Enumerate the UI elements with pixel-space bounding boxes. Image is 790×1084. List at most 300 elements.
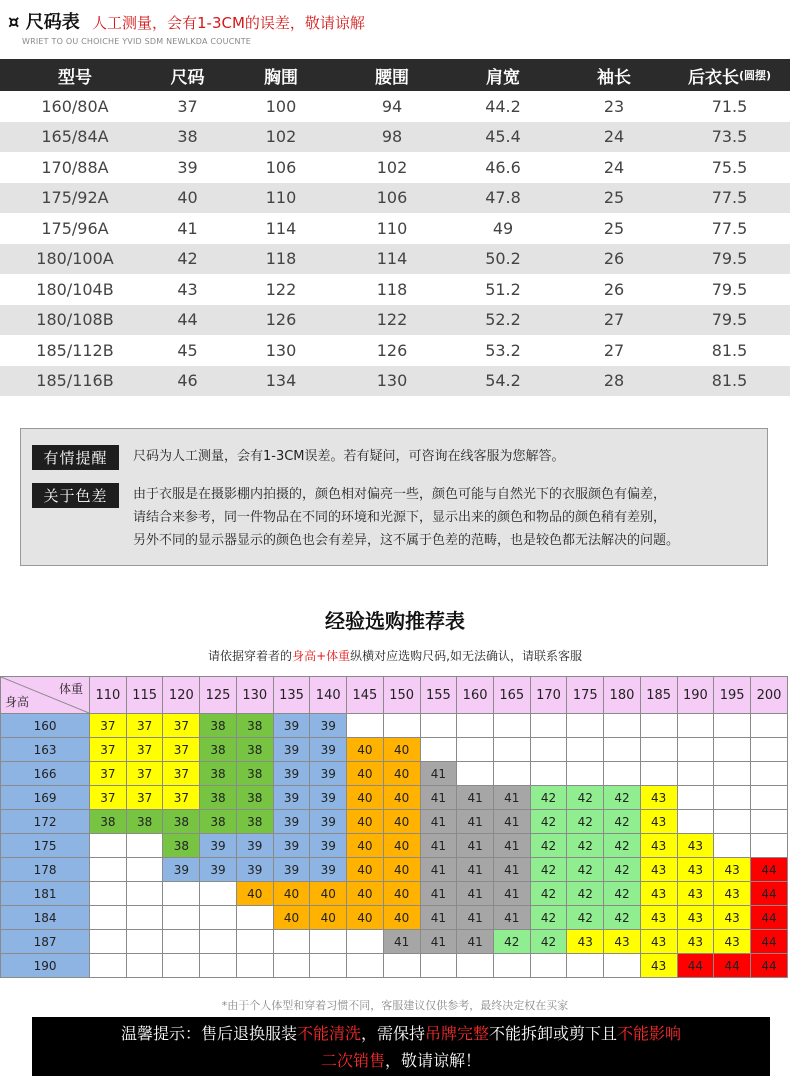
recommend-size-cell <box>677 714 714 738</box>
notice-box <box>20 428 768 566</box>
recommend-size-cell: 41 <box>493 810 530 834</box>
height-header-cell: 178 <box>1 858 90 882</box>
recommend-size-cell <box>714 810 751 834</box>
size-table-cell: 100 <box>265 96 297 116</box>
weight-header-cell: 125 <box>200 677 237 714</box>
recommend-row <box>1 954 788 978</box>
recommend-size-cell: 44 <box>750 858 787 882</box>
recommend-size-cell: 37 <box>90 738 127 762</box>
size-table-cell: 106 <box>376 188 408 208</box>
recommend-size-cell <box>310 930 347 954</box>
size-table-cell: 122 <box>376 310 408 330</box>
recommend-size-cell: 40 <box>273 906 310 930</box>
recommend-size-cell: 43 <box>640 906 677 930</box>
recommend-sub-b: 纵横对应选购尺码,如无法确认，请联系客服 <box>350 649 582 663</box>
recommend-size-cell: 39 <box>310 762 347 786</box>
recommend-size-cell: 37 <box>126 738 163 762</box>
recommend-size-cell: 42 <box>530 786 567 810</box>
recommend-row <box>1 882 788 906</box>
size-table-cell: 130 <box>376 371 408 391</box>
recommend-size-cell <box>163 930 200 954</box>
size-table-cell: 37 <box>177 96 198 116</box>
recommend-size-cell: 39 <box>310 786 347 810</box>
recommend-size-cell <box>604 714 641 738</box>
recommend-size-cell: 38 <box>236 738 273 762</box>
recommend-size-cell: 41 <box>457 786 494 810</box>
size-table-cell: 77.5 <box>711 188 748 208</box>
recommend-row <box>1 738 788 762</box>
recommend-size-cell: 37 <box>163 762 200 786</box>
recommend-size-cell <box>640 738 677 762</box>
size-table-cell: 98 <box>381 127 403 147</box>
page-title-text: 尺码表 <box>25 12 80 33</box>
recommend-size-cell: 37 <box>163 786 200 810</box>
recommend-size-cell <box>530 762 567 786</box>
recommend-size-cell: 41 <box>457 858 494 882</box>
recommend-size-cell <box>714 786 751 810</box>
recommend-size-cell: 39 <box>273 714 310 738</box>
size-table-cell: 52.2 <box>485 310 521 330</box>
recommend-size-cell: 41 <box>493 906 530 930</box>
recommend-size-cell: 40 <box>383 906 420 930</box>
recommend-size-cell <box>604 762 641 786</box>
recommend-size-cell: 40 <box>347 810 384 834</box>
recommend-size-cell: 43 <box>714 858 751 882</box>
recommend-header-row <box>1 677 788 714</box>
height-header-cell: 187 <box>1 930 90 954</box>
recommend-size-cell: 41 <box>457 930 494 954</box>
color-note-line: 另外不同的显示器显示的颜色也会有差异，这不属于色差的范畴，也是较色都无法解决的问题。 <box>133 533 680 548</box>
recommend-row <box>1 714 788 738</box>
recommend-size-cell: 38 <box>163 834 200 858</box>
recommend-size-cell: 39 <box>273 858 310 882</box>
recommend-size-cell <box>126 882 163 906</box>
height-header-cell: 160 <box>1 714 90 738</box>
size-table-cell: 26 <box>603 249 625 269</box>
recommend-size-cell <box>714 714 751 738</box>
tip-highlight: 吊牌完整 <box>425 1024 490 1043</box>
height-header-cell: 175 <box>1 834 90 858</box>
tip-highlight: 二次销售 <box>320 1051 385 1070</box>
recommend-size-cell <box>347 954 384 978</box>
col-header-model: 型号 <box>58 67 92 88</box>
recommend-size-cell: 42 <box>567 786 604 810</box>
corner-height-label: 身高 <box>5 695 30 709</box>
recommend-size-cell: 39 <box>310 714 347 738</box>
recommend-size-cell: 41 <box>493 858 530 882</box>
weight-header-cell: 170 <box>530 677 567 714</box>
recommend-size-cell <box>714 738 751 762</box>
recommend-size-cell <box>714 762 751 786</box>
tip-part: 温馨提示：售后退换服装 <box>120 1024 297 1043</box>
size-table-cell: 118 <box>265 249 297 269</box>
color-difference-text <box>133 483 679 552</box>
recommend-size-cell: 38 <box>200 762 237 786</box>
weight-header-cell: 155 <box>420 677 457 714</box>
recommend-size-cell <box>90 906 127 930</box>
recommend-size-cell: 40 <box>383 834 420 858</box>
size-table-cell: 73.5 <box>711 127 748 147</box>
recommend-size-cell: 39 <box>310 834 347 858</box>
recommend-size-cell: 39 <box>273 762 310 786</box>
recommend-size-cell <box>163 906 200 930</box>
recommend-size-cell: 37 <box>126 786 163 810</box>
recommend-size-cell: 40 <box>310 882 347 906</box>
recommend-size-cell: 41 <box>457 834 494 858</box>
header-note: 人工测量，会有1-3CM的误差，敬请谅解 <box>92 14 365 32</box>
recommend-size-cell: 42 <box>530 858 567 882</box>
recommend-size-cell <box>273 954 310 978</box>
recommend-size-cell: 42 <box>530 882 567 906</box>
size-table-cell: 47.8 <box>485 188 521 208</box>
recommend-size-cell: 43 <box>640 834 677 858</box>
recommend-size-cell: 43 <box>714 906 751 930</box>
size-table-cell: 45 <box>177 340 198 360</box>
height-header-cell: 166 <box>1 762 90 786</box>
size-table-body <box>0 91 790 396</box>
recommend-size-cell <box>126 858 163 882</box>
recommend-size-cell <box>640 762 677 786</box>
recommend-row <box>1 858 788 882</box>
size-table-cell: 160/80A <box>41 96 109 116</box>
recommend-size-cell: 43 <box>677 858 714 882</box>
recommend-size-cell <box>457 738 494 762</box>
weight-header-cell: 160 <box>457 677 494 714</box>
size-table-cell: 46 <box>177 371 198 391</box>
col-header-chest: 胸围 <box>264 67 298 88</box>
recommend-size-cell <box>677 762 714 786</box>
recommend-size-cell <box>90 858 127 882</box>
size-table-cell: 51.2 <box>485 279 521 299</box>
recommend-size-cell <box>493 954 530 978</box>
recommend-size-cell: 41 <box>420 882 457 906</box>
recommend-size-cell <box>640 714 677 738</box>
recommend-size-cell <box>493 762 530 786</box>
size-table-cell: 79.5 <box>711 310 748 330</box>
col-header-length-label: 后衣长 <box>687 67 739 88</box>
recommend-size-cell <box>236 954 273 978</box>
size-table-cell: 25 <box>603 218 625 238</box>
tip-part: ，敬请谅解！ <box>385 1051 482 1070</box>
recommend-size-cell <box>200 906 237 930</box>
recommend-size-cell: 41 <box>420 834 457 858</box>
recommend-size-cell: 41 <box>457 810 494 834</box>
recommend-row <box>1 762 788 786</box>
weight-header-cell: 180 <box>604 677 641 714</box>
tag-reminder: 有情提醒 <box>32 445 119 470</box>
size-table-cell: 23 <box>603 96 625 116</box>
recommend-size-cell: 37 <box>163 714 200 738</box>
recommend-size-cell: 43 <box>567 930 604 954</box>
recommend-size-cell <box>677 810 714 834</box>
recommend-size-cell: 40 <box>347 738 384 762</box>
recommend-size-cell <box>420 738 457 762</box>
size-table-cell: 175/96A <box>41 218 109 238</box>
recommend-size-cell: 43 <box>677 834 714 858</box>
recommend-row <box>1 930 788 954</box>
recommend-size-cell: 38 <box>90 810 127 834</box>
recommend-row <box>1 834 788 858</box>
recommend-size-cell: 41 <box>420 906 457 930</box>
size-table-cell: 94 <box>381 96 403 116</box>
recommend-size-cell <box>90 834 127 858</box>
size-table-row <box>0 213 790 244</box>
recommend-size-cell: 38 <box>236 786 273 810</box>
size-table-cell: 126 <box>265 310 297 330</box>
size-table-cell: 42 <box>177 249 198 269</box>
recommend-size-cell: 44 <box>750 954 787 978</box>
color-note-line: 由于衣服是在摄影棚内拍摄的，颜色相对偏亮一些，颜色可能与自然光下的衣服颜色有偏差， <box>133 487 667 502</box>
size-table-cell: 122 <box>265 279 297 299</box>
height-header-cell: 163 <box>1 738 90 762</box>
recommend-size-cell: 42 <box>604 786 641 810</box>
size-table-cell: 110 <box>376 218 408 238</box>
recommend-size-cell: 37 <box>126 762 163 786</box>
recommend-size-cell: 37 <box>90 786 127 810</box>
recommend-size-cell <box>163 882 200 906</box>
size-table-row <box>0 305 790 336</box>
recommend-size-cell <box>383 714 420 738</box>
recommend-row <box>1 906 788 930</box>
recommend-size-cell <box>163 954 200 978</box>
recommend-size-cell <box>420 714 457 738</box>
size-table-cell: 81.5 <box>711 340 748 360</box>
recommend-size-cell: 40 <box>310 906 347 930</box>
size-table-cell: 45.4 <box>485 127 521 147</box>
tip-highlight: 不能清洗 <box>296 1024 361 1043</box>
recommend-size-cell: 38 <box>126 810 163 834</box>
recommend-size-cell <box>567 738 604 762</box>
col-header-length-suffix: (圆摆) <box>738 69 772 82</box>
recommend-size-cell <box>383 954 420 978</box>
recommend-size-cell: 39 <box>163 858 200 882</box>
recommend-size-cell <box>236 906 273 930</box>
height-header-cell: 172 <box>1 810 90 834</box>
recommend-size-cell: 42 <box>604 834 641 858</box>
weight-header-cell: 135 <box>273 677 310 714</box>
size-table-row <box>0 274 790 305</box>
weight-header-cell: 185 <box>640 677 677 714</box>
weight-header-cell: 195 <box>714 677 751 714</box>
recommend-size-cell <box>567 954 604 978</box>
recommend-size-cell: 40 <box>383 858 420 882</box>
recommend-size-cell: 41 <box>493 786 530 810</box>
recommend-size-cell: 39 <box>310 858 347 882</box>
recommend-size-cell: 41 <box>420 930 457 954</box>
weight-header-cell: 150 <box>383 677 420 714</box>
recommend-row <box>1 786 788 810</box>
size-table-cell: 81.5 <box>711 371 748 391</box>
size-table-row <box>0 152 790 183</box>
size-table-row <box>0 91 790 122</box>
recommend-size-cell <box>750 738 787 762</box>
height-header-cell: 190 <box>1 954 90 978</box>
recommend-size-cell: 43 <box>640 810 677 834</box>
size-table-cell: 106 <box>265 157 297 177</box>
recommend-size-cell: 38 <box>200 738 237 762</box>
recommend-size-cell: 40 <box>347 834 384 858</box>
col-header-shoulder: 肩宽 <box>486 67 520 88</box>
recommend-size-cell <box>457 762 494 786</box>
recommend-size-cell <box>750 762 787 786</box>
recommend-size-cell: 38 <box>236 762 273 786</box>
recommend-size-cell: 42 <box>567 882 604 906</box>
recommend-size-cell: 40 <box>383 810 420 834</box>
size-table-cell: 110 <box>265 188 297 208</box>
size-table-cell: 50.2 <box>485 249 521 269</box>
height-header-cell: 181 <box>1 882 90 906</box>
tip-part: ，需保持 <box>360 1024 425 1043</box>
size-table-cell: 26 <box>603 279 625 299</box>
recommend-sub-highlight: 身高+体重 <box>292 649 351 663</box>
recommend-title: 经验选购推荐表 <box>325 609 465 633</box>
size-table <box>0 59 790 396</box>
size-table-row <box>0 244 790 275</box>
size-table-cell: 79.5 <box>711 279 748 299</box>
recommend-size-cell: 42 <box>530 810 567 834</box>
size-table-cell: 71.5 <box>711 96 748 116</box>
recommend-size-cell: 43 <box>677 930 714 954</box>
recommend-size-cell <box>200 954 237 978</box>
weight-header-cell: 110 <box>90 677 127 714</box>
size-table-cell: 39 <box>177 157 198 177</box>
size-table-cell: 46.6 <box>485 157 521 177</box>
recommend-size-cell: 41 <box>420 762 457 786</box>
col-header-size: 尺码 <box>170 67 205 88</box>
recommend-size-cell: 41 <box>420 858 457 882</box>
recommend-size-cell: 38 <box>200 786 237 810</box>
recommend-table <box>0 676 788 978</box>
weight-header-cell: 115 <box>126 677 163 714</box>
recommend-size-cell <box>530 738 567 762</box>
recommend-size-cell: 40 <box>383 762 420 786</box>
recommend-grid <box>0 676 790 978</box>
recommend-size-cell <box>420 954 457 978</box>
recommend-subtitle <box>0 647 790 664</box>
weight-header-cell: 165 <box>493 677 530 714</box>
recommend-size-cell <box>750 810 787 834</box>
recommend-size-cell: 38 <box>200 714 237 738</box>
size-table-cell: 27 <box>603 340 625 360</box>
recommend-size-cell: 42 <box>493 930 530 954</box>
height-header-cell: 184 <box>1 906 90 930</box>
grid-corner <box>1 677 90 714</box>
size-table-cell: 53.2 <box>485 340 521 360</box>
size-table-cell: 54.2 <box>485 371 521 391</box>
size-table-cell: 114 <box>265 218 297 238</box>
recommend-size-cell: 38 <box>236 810 273 834</box>
recommend-size-cell: 40 <box>383 738 420 762</box>
after-sale-tip <box>32 1017 770 1076</box>
recommend-size-cell: 39 <box>273 738 310 762</box>
recommend-size-cell: 37 <box>126 714 163 738</box>
recommend-size-cell: 40 <box>347 786 384 810</box>
recommend-size-cell <box>126 906 163 930</box>
recommend-size-cell <box>714 834 751 858</box>
recommend-size-cell <box>90 930 127 954</box>
size-table-cell: 170/88A <box>41 157 109 177</box>
weight-header-cell: 190 <box>677 677 714 714</box>
recommend-size-cell: 44 <box>677 954 714 978</box>
recommend-size-cell: 41 <box>493 834 530 858</box>
recommend-size-cell: 44 <box>714 954 751 978</box>
recommend-size-cell: 41 <box>420 786 457 810</box>
recommend-size-cell <box>493 738 530 762</box>
recommend-size-cell: 40 <box>273 882 310 906</box>
recommend-size-cell: 41 <box>457 906 494 930</box>
col-header-length <box>669 59 790 91</box>
size-table-cell: 130 <box>265 340 297 360</box>
recommend-size-cell: 43 <box>640 930 677 954</box>
recommend-size-cell: 43 <box>677 882 714 906</box>
size-table-row <box>0 122 790 153</box>
recommend-size-cell: 38 <box>236 714 273 738</box>
size-table-cell: 180/108B <box>36 310 114 330</box>
recommend-size-cell <box>567 714 604 738</box>
recommend-size-cell: 39 <box>310 810 347 834</box>
recommend-size-cell: 43 <box>640 858 677 882</box>
size-table-cell: 180/100A <box>36 249 114 269</box>
recommend-size-cell <box>126 834 163 858</box>
recommend-size-cell: 41 <box>420 810 457 834</box>
recommend-size-cell: 39 <box>310 738 347 762</box>
tag-color-difference: 关于色差 <box>32 483 119 508</box>
recommend-size-cell <box>236 930 273 954</box>
recommend-size-cell: 40 <box>347 858 384 882</box>
size-table-cell: 134 <box>265 371 297 391</box>
recommend-size-cell: 40 <box>347 762 384 786</box>
recommend-size-cell <box>90 882 127 906</box>
recommend-size-cell <box>604 954 641 978</box>
size-table-cell: 41 <box>177 218 198 238</box>
header-ornament-icon: ¤ <box>8 12 20 33</box>
recommend-size-cell <box>347 714 384 738</box>
recommend-size-cell <box>493 714 530 738</box>
recommend-size-cell: 42 <box>604 906 641 930</box>
recommend-size-cell <box>200 882 237 906</box>
recommend-size-cell: 40 <box>236 882 273 906</box>
recommend-size-cell: 39 <box>236 858 273 882</box>
size-table-cell: 43 <box>177 279 198 299</box>
size-table-cell: 38 <box>177 127 198 147</box>
size-table-cell: 118 <box>376 279 408 299</box>
size-table-cell: 79.5 <box>711 249 748 269</box>
size-table-cell: 185/116B <box>36 371 114 391</box>
recommend-size-cell <box>750 714 787 738</box>
recommend-size-cell <box>200 930 237 954</box>
size-table-cell: 185/112B <box>36 340 114 360</box>
recommend-size-cell: 42 <box>530 834 567 858</box>
size-table-cell: 114 <box>376 249 408 269</box>
recommend-size-cell: 39 <box>273 834 310 858</box>
recommend-size-cell <box>310 954 347 978</box>
weight-header-cell: 130 <box>236 677 273 714</box>
size-table-row <box>0 366 790 397</box>
header-subtitle: WRIET TO OU CHOICHE YVID SDM NEWLKDA COUCNTE <box>22 37 252 46</box>
disclaimer: *由于个人体型和穿着习惯不同，客服建议仅供参考，最终决定权在买家 <box>221 999 569 1012</box>
recommend-size-cell: 38 <box>200 810 237 834</box>
recommend-size-cell: 39 <box>273 786 310 810</box>
weight-header-cell: 120 <box>163 677 200 714</box>
recommend-size-cell <box>604 738 641 762</box>
size-table-cell: 28 <box>603 371 625 391</box>
page-title <box>8 8 80 34</box>
size-table-cell: 27 <box>603 310 625 330</box>
tip-part: 不能拆卸或剪下且 <box>489 1024 618 1043</box>
size-table-row <box>0 183 790 214</box>
recommend-size-cell: 40 <box>383 882 420 906</box>
recommend-size-cell: 42 <box>604 810 641 834</box>
